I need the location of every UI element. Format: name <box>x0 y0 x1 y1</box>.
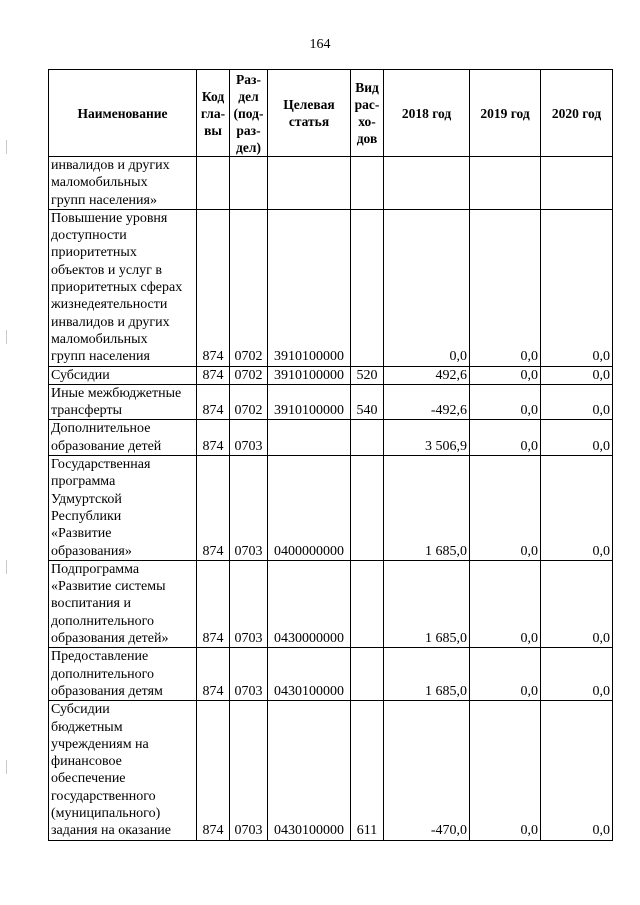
row-code-cell: 874 <box>197 456 230 561</box>
table-row <box>49 560 613 647</box>
row-2020-cell: 0,0 <box>541 384 613 420</box>
row-name-cell: Подпрограмма «Развитие системы воспитания и дополнительного образования детей» <box>49 560 197 647</box>
row-2020-cell: 0,0 <box>541 701 613 840</box>
row-name-cell: Повышение уровня доступности приоритетных объектов и услуг в приоритетных сферах жизнедеятельности инвалидов и других маломобильных групп населения <box>49 209 197 366</box>
row-expense-cell <box>351 157 384 210</box>
row-2019-cell: 0,0 <box>470 209 541 366</box>
row-expense-cell <box>351 420 384 456</box>
row-2020-cell <box>541 157 613 210</box>
row-expense-cell <box>351 560 384 647</box>
row-expense-cell: 611 <box>351 701 384 840</box>
row-section-cell: 0703 <box>230 560 268 647</box>
table-row <box>49 420 613 456</box>
row-2018-cell: 1 685,0 <box>384 648 470 701</box>
row-2019-cell: 0,0 <box>470 366 541 384</box>
row-expense-cell <box>351 456 384 561</box>
row-section-cell: 0702 <box>230 366 268 384</box>
row-target-cell <box>268 157 351 210</box>
row-2020-cell: 0,0 <box>541 209 613 366</box>
row-2019-cell: 0,0 <box>470 456 541 561</box>
row-section-cell: 0702 <box>230 384 268 420</box>
row-2018-cell: 1 685,0 <box>384 456 470 561</box>
page-number: 164 <box>309 37 331 52</box>
scan-margin-mark <box>6 560 7 574</box>
row-2018-cell: 492,6 <box>384 366 470 384</box>
row-2018-cell: -470,0 <box>384 701 470 840</box>
row-target-cell: 0430000000 <box>268 560 351 647</box>
row-2018-cell <box>384 157 470 210</box>
row-code-cell: 874 <box>197 701 230 840</box>
row-target-cell: 0430100000 <box>268 648 351 701</box>
scan-margin-mark <box>6 760 7 774</box>
row-2018-cell: -492,6 <box>384 384 470 420</box>
table-row <box>49 209 613 366</box>
header-name: Наименование <box>49 70 197 157</box>
row-2020-cell: 0,0 <box>541 420 613 456</box>
row-2019-cell: 0,0 <box>470 384 541 420</box>
row-2020-cell: 0,0 <box>541 560 613 647</box>
row-2020-cell: 0,0 <box>541 648 613 701</box>
row-section-cell: 0703 <box>230 648 268 701</box>
row-target-cell <box>268 420 351 456</box>
table-row <box>49 701 613 840</box>
table-row <box>49 648 613 701</box>
row-name-cell: Государственная программа Удмуртской Республики «Развитие образования» <box>49 456 197 561</box>
row-code-cell: 874 <box>197 648 230 701</box>
header-target: Целевая статья <box>268 70 351 157</box>
row-target-cell: 0400000000 <box>268 456 351 561</box>
scan-margin-mark <box>6 140 7 154</box>
row-section-cell: 0702 <box>230 209 268 366</box>
row-section-cell: 0703 <box>230 701 268 840</box>
table-row <box>49 366 613 384</box>
row-expense-cell: 520 <box>351 366 384 384</box>
budget-table <box>48 69 613 841</box>
row-section-cell <box>230 157 268 210</box>
scan-margin-mark <box>6 330 7 344</box>
row-section-cell: 0703 <box>230 420 268 456</box>
row-2019-cell <box>470 157 541 210</box>
row-code-cell: 874 <box>197 384 230 420</box>
header-expense: Вид рас- хо- дов <box>351 70 384 157</box>
row-name-cell: Субсидии бюджетным учреждениям на финансовое обеспечение государственного (муниципального) задания на оказание <box>49 701 197 840</box>
row-2020-cell: 0,0 <box>541 366 613 384</box>
row-2018-cell: 3 506,9 <box>384 420 470 456</box>
row-expense-cell <box>351 648 384 701</box>
row-code-cell <box>197 157 230 210</box>
row-section-cell: 0703 <box>230 456 268 561</box>
row-code-cell: 874 <box>197 420 230 456</box>
row-name-cell: Субсидии <box>49 366 197 384</box>
header-2019: 2019 год <box>470 70 541 157</box>
row-expense-cell: 540 <box>351 384 384 420</box>
row-code-cell: 874 <box>197 209 230 366</box>
header-section: Раз- дел (под- раз- дел) <box>230 70 268 157</box>
row-name-cell: Дополнительное образование детей <box>49 420 197 456</box>
table-row <box>49 157 613 210</box>
header-2020: 2020 год <box>541 70 613 157</box>
row-name-cell: Предоставление дополнительного образования детям <box>49 648 197 701</box>
row-2019-cell: 0,0 <box>470 420 541 456</box>
row-target-cell: 3910100000 <box>268 366 351 384</box>
row-target-cell: 3910100000 <box>268 209 351 366</box>
header-2018: 2018 год <box>384 70 470 157</box>
row-name-cell: инвалидов и других маломобильных групп населения» <box>49 157 197 210</box>
row-2019-cell: 0,0 <box>470 560 541 647</box>
row-2019-cell: 0,0 <box>470 701 541 840</box>
row-name-cell: Иные межбюджетные трансферты <box>49 384 197 420</box>
row-code-cell: 874 <box>197 560 230 647</box>
header-code: Код гла- вы <box>197 70 230 157</box>
row-2019-cell: 0,0 <box>470 648 541 701</box>
row-2018-cell: 0,0 <box>384 209 470 366</box>
row-code-cell: 874 <box>197 366 230 384</box>
row-2018-cell: 1 685,0 <box>384 560 470 647</box>
row-expense-cell <box>351 209 384 366</box>
table-row <box>49 456 613 561</box>
row-target-cell: 0430100000 <box>268 701 351 840</box>
table-header-row <box>49 70 613 157</box>
table-row <box>49 384 613 420</box>
row-target-cell: 3910100000 <box>268 384 351 420</box>
row-2020-cell: 0,0 <box>541 456 613 561</box>
